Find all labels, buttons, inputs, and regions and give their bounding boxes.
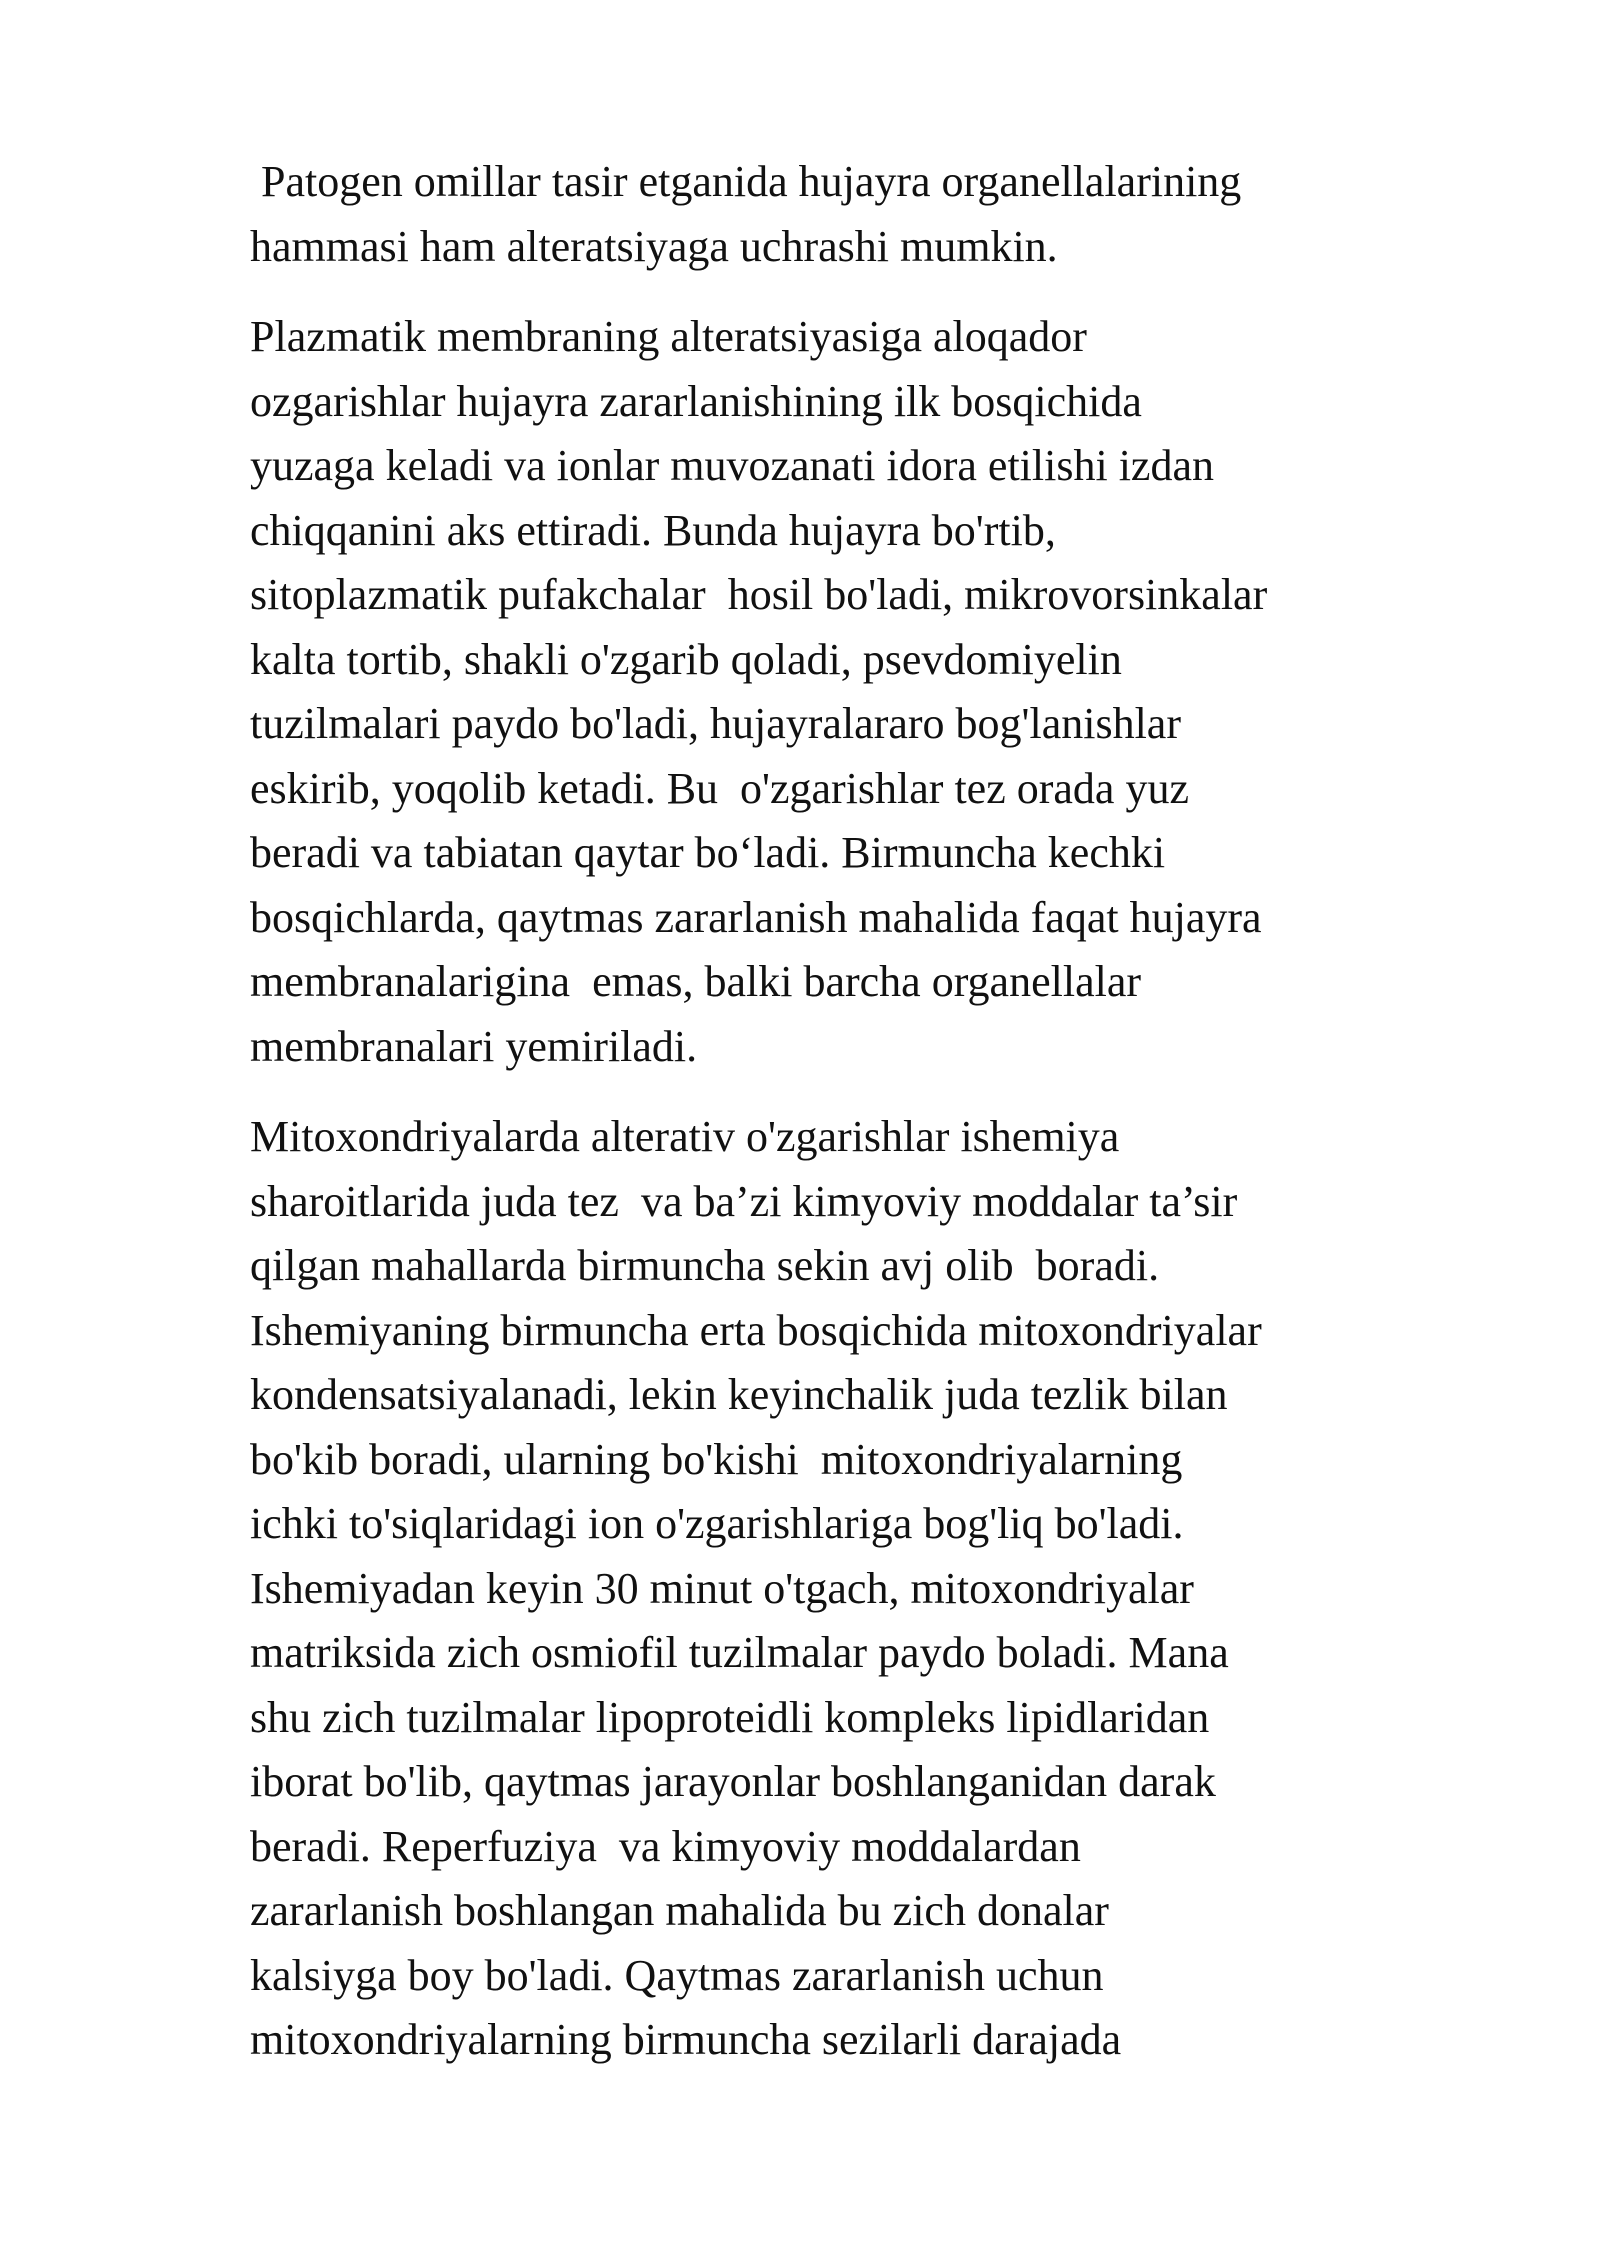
text-line: membranalari yemiriladi. (250, 1021, 698, 1071)
text-line: Ishemiyaning birmuncha erta bosqichida mitoxondriyalar (250, 1305, 1262, 1355)
text-line: kalta tortib, shakli o'zgarib qoladi, psevdomiyelin (250, 634, 1122, 684)
text-line: Plazmatik membraning alteratsiyasiga aloqador (250, 312, 1087, 361)
text-line: qilgan mahallarda birmuncha sekin avj olib boradi. (250, 1241, 1160, 1290)
text-line: bo'kib boradi, ularning bo'kishi mitoxondriyalarning (250, 1434, 1183, 1484)
text-line: eskirib, yoqolib ketadi. Bu o'zgarishlar tez orada yuz (250, 763, 1189, 813)
text-line: sharoitlarida juda tez va ba’zi kimyoviy moddalar ta’sir (250, 1176, 1238, 1226)
text-line: hammasi ham alteratsiyaga uchrashi mumkin. (250, 221, 1058, 271)
text-line: Ishemiyadan keyin 30 minut o'tgach, mitoxondriyalar (250, 1563, 1194, 1613)
text-line: zararlanish boshlangan mahalida bu zich donalar (250, 1886, 1109, 1935)
text-line: yuzaga keladi va ionlar muvozanati idora etilishi izdan (250, 441, 1214, 490)
text-line: bosqichlarda, qaytmas zararlanish mahalida faqat hujayra (250, 892, 1262, 942)
text-line: Mitoxondriyalarda alterativ o'zgarishlar ishemiya (250, 1112, 1120, 1161)
paragraph-3 (250, 1105, 1400, 2073)
text-line: matriksida zich osmiofil tuzilmalar paydo boladi. Mana (250, 1628, 1229, 1677)
text-line: kalsiyga boy bo'ladi. Qaytmas zararlanish uchun (250, 1950, 1104, 2000)
text-line: beradi va tabiatan qaytar bo‘ladi. Birmuncha kechki (250, 828, 1166, 877)
text-line: ozgarishlar hujayra zararlanishining ilk bosqichida (250, 376, 1142, 426)
text-line: chiqqanini aks ettiradi. Bunda hujayra bo'rtib, (250, 505, 1056, 555)
text-line: beradi. Reperfuziya va kimyoviy moddalardan (250, 1821, 1081, 1871)
text-line: kondensatsiyalanadi, lekin keyinchalik juda tezlik bilan (250, 1370, 1228, 1419)
text-line: shu zich tuzilmalar lipoproteidli kompleks lipidlaridan (250, 1692, 1210, 1742)
text-line: ichki to'siqlaridagi ion o'zgarishlariga bog'liq bo'ladi. (250, 1499, 1184, 1548)
text-line: iborat bo'lib, qaytmas jarayonlar boshlanganidan darak (250, 1757, 1216, 1806)
text-line: sitoplazmatik pufakchalar hosil bo'ladi, mikrovorsinkalar (250, 570, 1268, 619)
text-line: Patogen omillar tasir etganida hujayra organellalarining (250, 157, 1242, 206)
text-line: membranalarigina emas, balki barcha organellalar (250, 957, 1141, 1006)
document-body (250, 150, 1400, 2099)
text-line: mitoxondriyalarning birmuncha sezilarli darajada (250, 2015, 1122, 2064)
text-line: tuzilmalari paydo bo'ladi, hujayralararo bog'lanishlar (250, 699, 1181, 748)
paragraph-1 (250, 150, 1400, 279)
paragraph-2 (250, 305, 1400, 1079)
